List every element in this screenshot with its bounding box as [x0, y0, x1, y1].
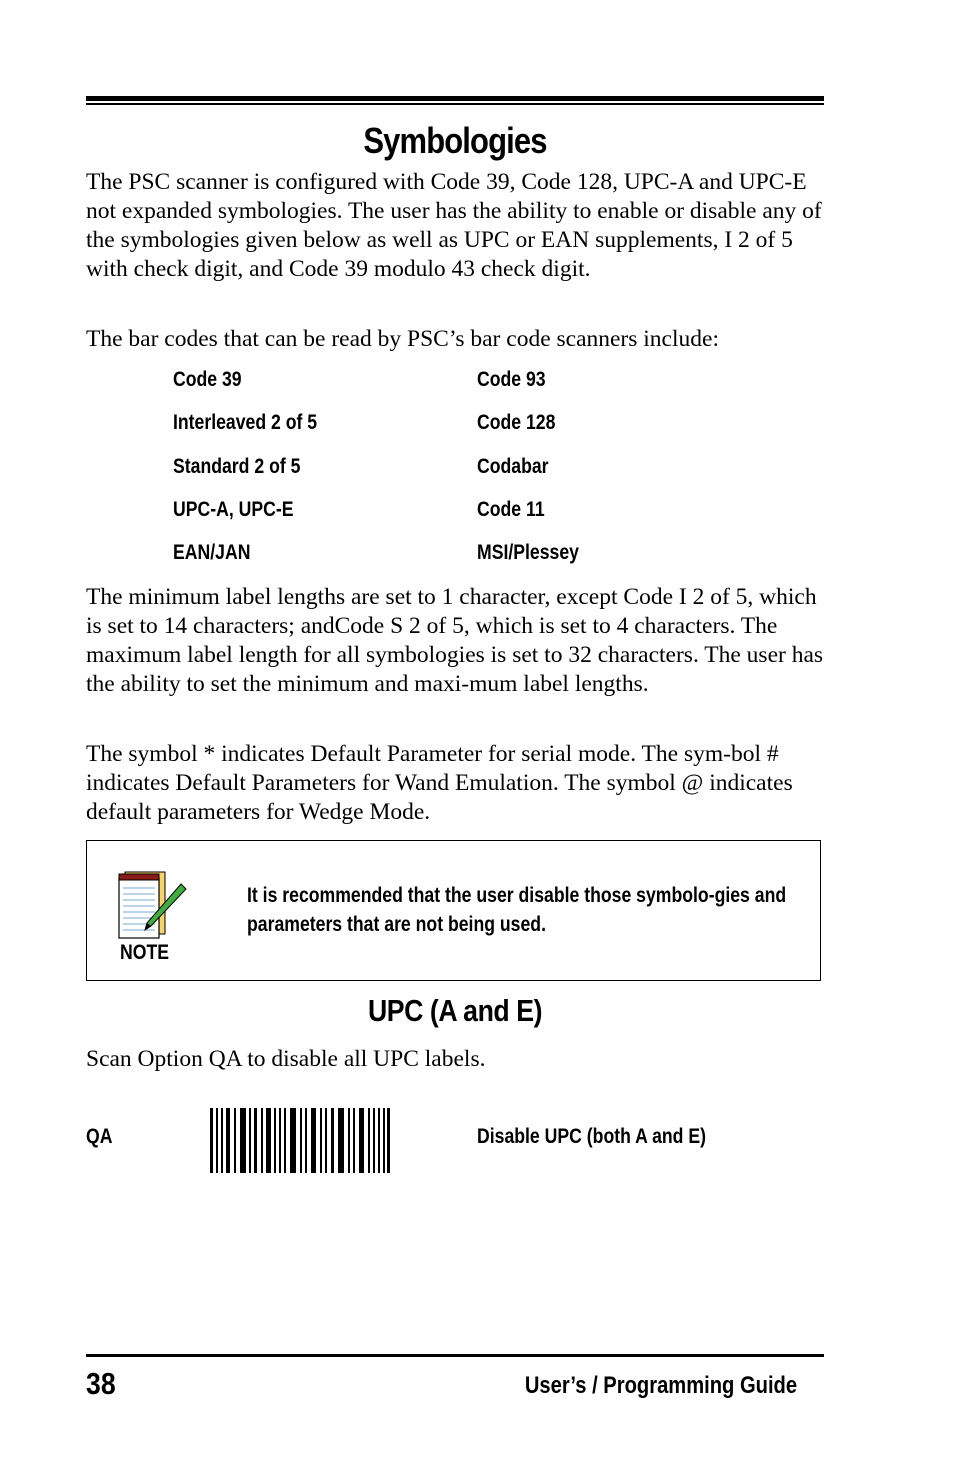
note-text: It is recommended that the user disable those symbolo-gies and parameters that are not being used.	[247, 884, 787, 936]
section-paragraph: Scan Option QA to disable all UPC labels.	[86, 1046, 486, 1072]
top-rule-thick	[86, 96, 824, 101]
footer-rule	[86, 1354, 824, 1357]
guide-title: User’s / Programming Guide	[524, 1372, 797, 1399]
intro-paragraph: The PSC scanner is configured with Code 39, Code 128, UPC-A and UPC-E not expanded symbologies. The user has the ability to enable or disable any of the symbologies given below as well as UPC or EAN supplements, I 2 of 5 with check digit, and Code 39 modulo 43 check digit.	[86, 169, 822, 282]
barcode-image[interactable]	[210, 1108, 390, 1173]
symbology-item: Codabar	[477, 455, 549, 478]
symbology-item: Standard 2 of 5	[173, 455, 301, 478]
symbology-item: Code 128	[477, 411, 556, 434]
symbology-item: Interleaved 2 of 5	[173, 411, 318, 434]
option-code: QA	[86, 1125, 113, 1148]
symbology-item: MSI/Plessey	[477, 541, 579, 564]
symbology-item: UPC-A, UPC-E	[173, 498, 294, 521]
defaults-paragraph: The symbol * indicates Default Parameter for serial mode. The sym-bol # indicates Default Parameters for Wand Emulation. The symbol @ indicates default parameters for Wedge Mode.	[86, 741, 793, 825]
page-title: Symbologies	[363, 120, 547, 161]
symbology-item: Code 39	[173, 368, 242, 391]
symbology-item: Code 11	[477, 498, 545, 521]
list-intro-paragraph: The bar codes that can be read by PSC’s bar code scanners include:	[86, 326, 719, 352]
symbology-item: EAN/JAN	[173, 541, 251, 564]
note-label: NOTE	[120, 941, 170, 964]
section-heading: UPC (A and E)	[367, 993, 543, 1028]
option-description: Disable UPC (both A and E)	[477, 1125, 707, 1148]
page-number: 38	[86, 1366, 116, 1401]
note-box	[86, 840, 821, 981]
top-rule-thin	[86, 103, 824, 105]
symbology-item: Code 93	[477, 368, 546, 391]
label-lengths-paragraph: The minimum label lengths are set to 1 character, except Code I 2 of 5, which is set to 14 characters; andCode S 2 of 5, which is set to 4 characters. The maximum label length for all symbologies is set to 32 characters. The user has the ability to set the minimum and maxi-mum label lengths.	[86, 584, 824, 697]
notepad-pencil-icon	[115, 866, 187, 941]
